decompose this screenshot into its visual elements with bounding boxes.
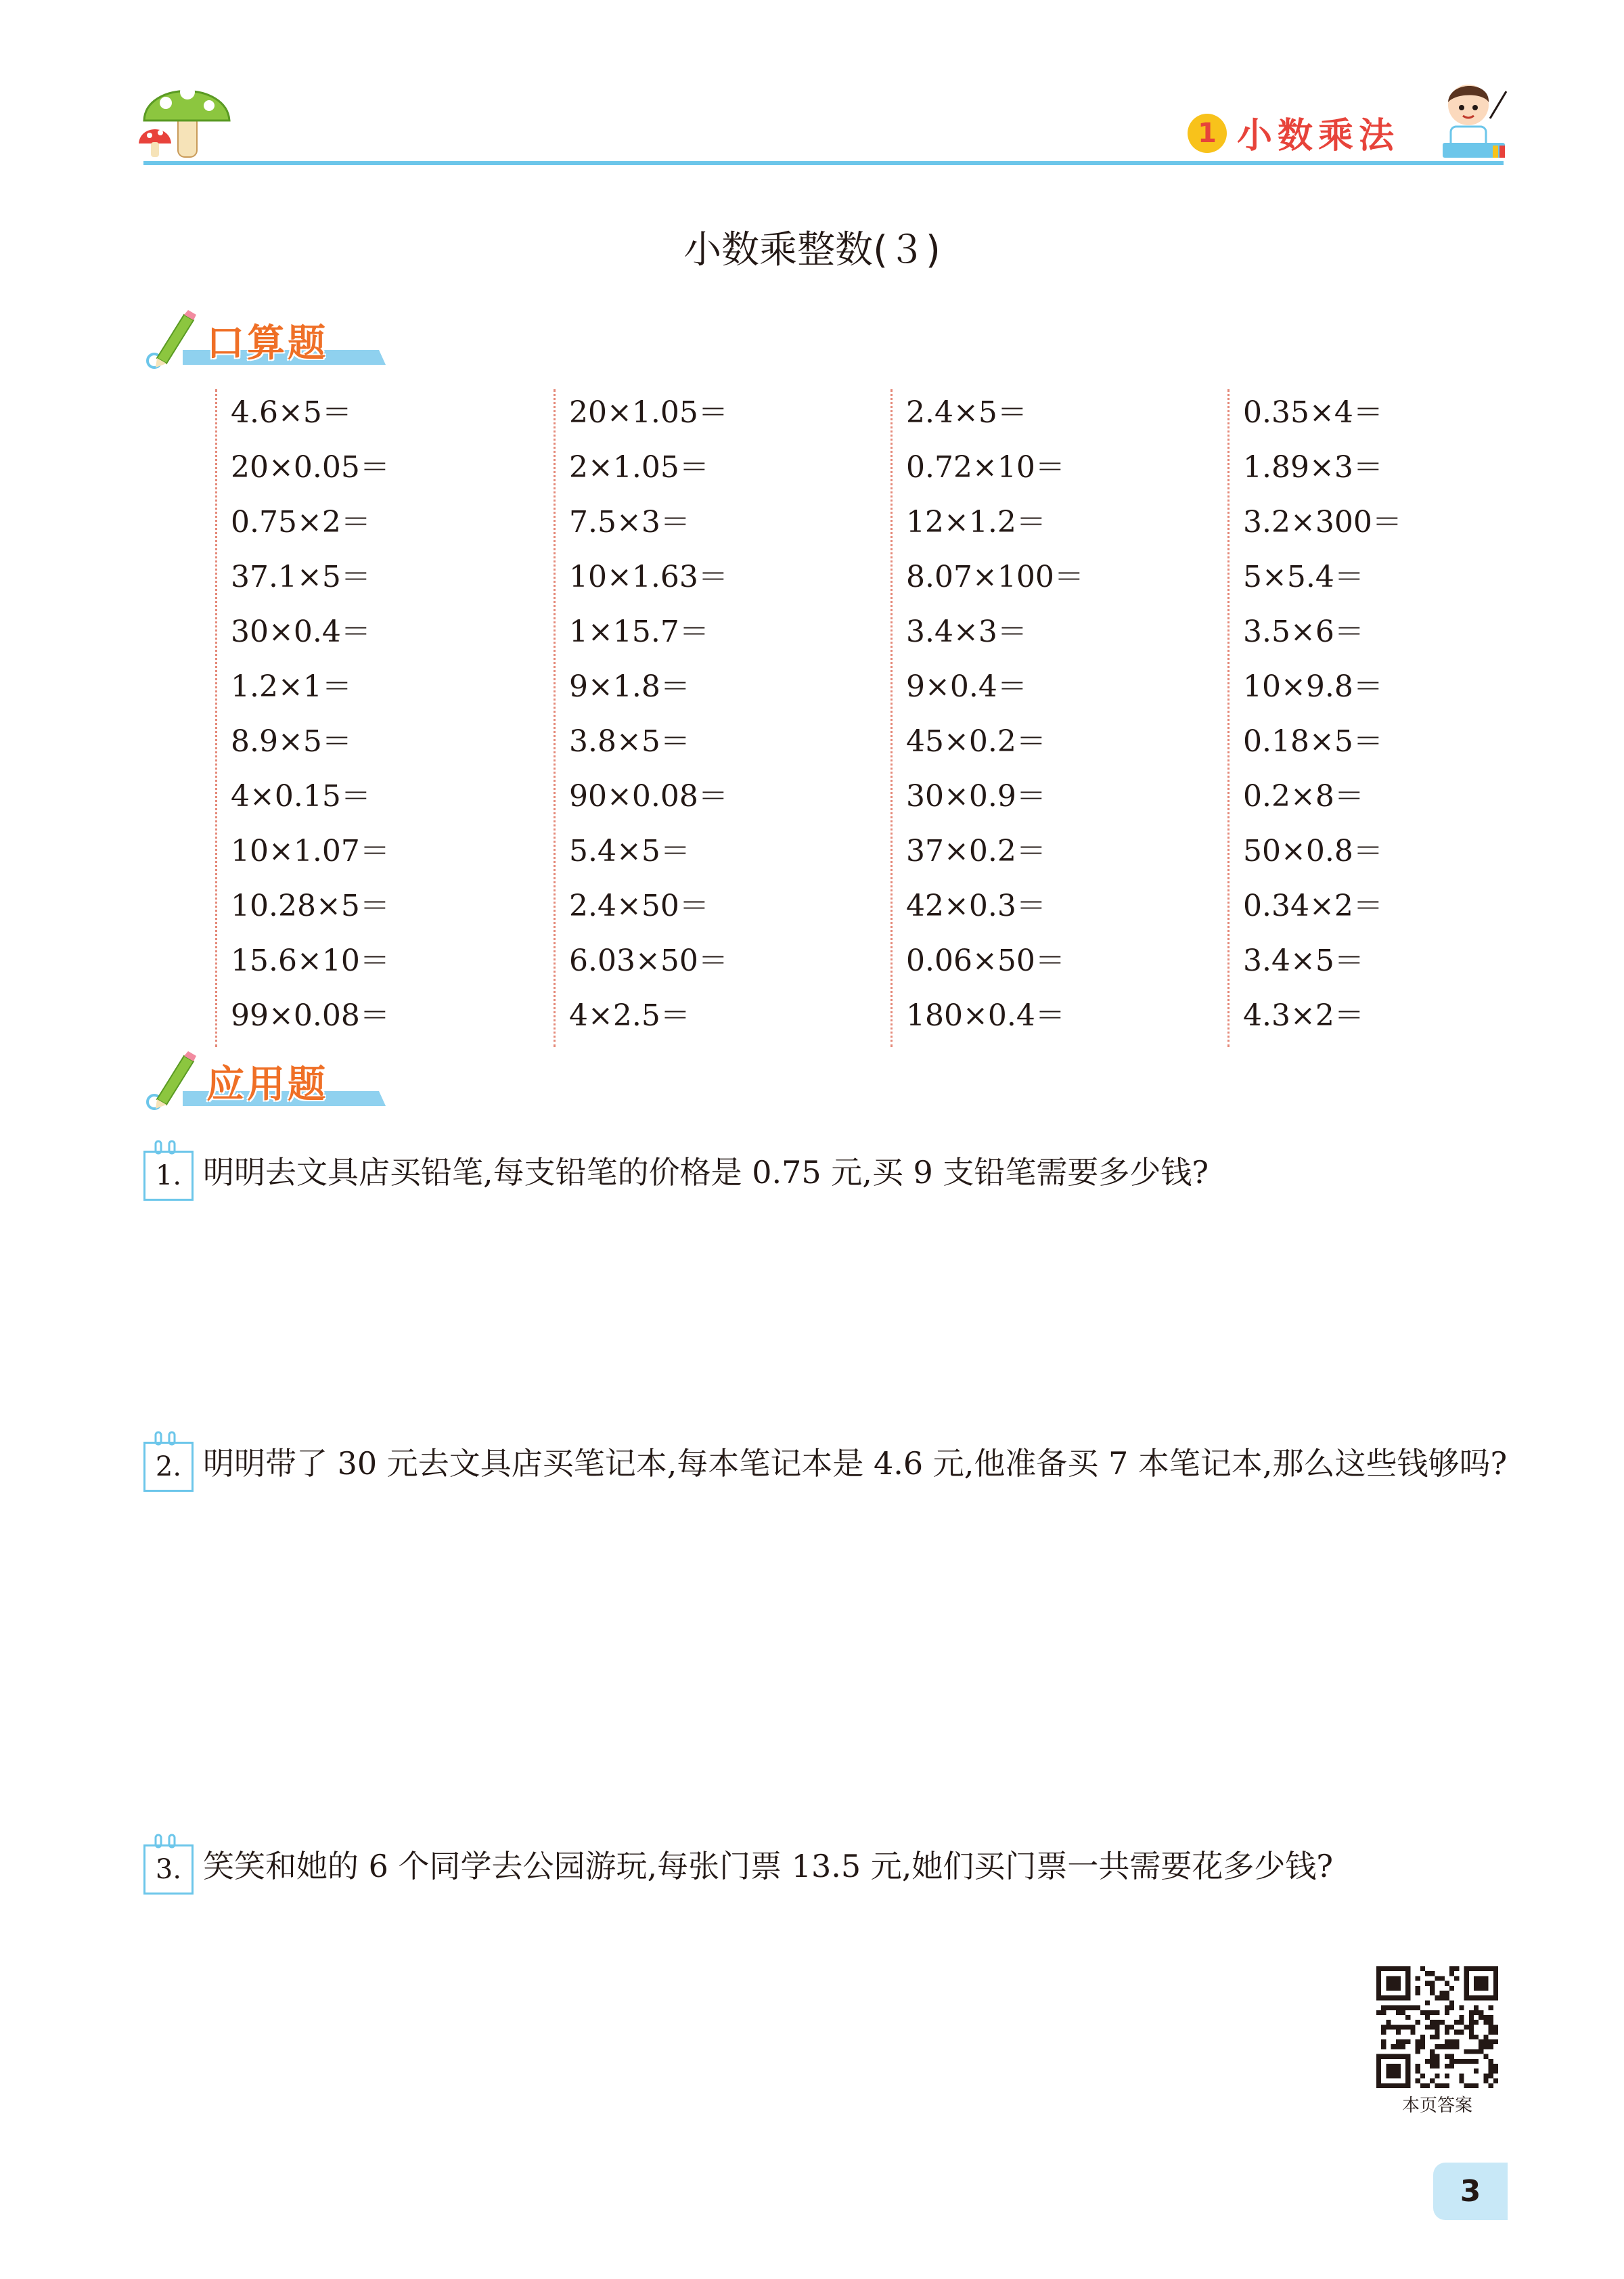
calc-problem: 9×0.4＝ xyxy=(906,669,1027,704)
calc-problem: 0.34×2＝ xyxy=(1243,889,1383,923)
calc-problem: 1.2×1＝ xyxy=(231,669,352,704)
mushroom-icon xyxy=(139,68,233,162)
calc-problem: 3.2×300＝ xyxy=(1243,505,1402,539)
calc-column xyxy=(554,389,887,1047)
binder-rings-icon xyxy=(153,1834,180,1849)
calc-problem: 45×0.2＝ xyxy=(906,724,1046,759)
calc-column xyxy=(215,389,549,1047)
section-banner-mental xyxy=(142,308,386,369)
calc-problem: 0.2×8＝ xyxy=(1243,779,1364,814)
problem-number: 1. xyxy=(143,1151,194,1201)
calc-problem: 5.4×5＝ xyxy=(569,834,690,868)
calc-problem: 1.89×3＝ xyxy=(1243,450,1383,485)
binder-rings-icon xyxy=(153,1431,180,1446)
calc-problem: 37.1×5＝ xyxy=(231,560,371,594)
section-banner-applied xyxy=(142,1049,386,1110)
calc-problem: 0.75×2＝ xyxy=(231,505,371,539)
calc-problem: 37×0.2＝ xyxy=(906,834,1046,868)
calc-problem: 6.03×50＝ xyxy=(569,944,728,978)
calc-problem: 2×1.05＝ xyxy=(569,450,709,485)
calc-problem: 1×15.7＝ xyxy=(569,615,709,649)
calc-problem: 8.07×100＝ xyxy=(906,560,1084,594)
calc-problem: 10×9.8＝ xyxy=(1243,669,1383,704)
calc-problem: 2.4×5＝ xyxy=(906,395,1027,430)
calc-problem: 15.6×10＝ xyxy=(231,944,390,978)
calc-problem: 9×1.8＝ xyxy=(569,669,690,704)
binder-rings-icon xyxy=(153,1140,180,1155)
calc-problem: 0.72×10＝ xyxy=(906,450,1065,485)
problem-text: 明明带了 30 元去文具店买笔记本,每本笔记本是 4.6 元,他准备买 7 本笔记本,那么这些钱够吗? xyxy=(203,1445,1508,1482)
calc-problem: 3.5×6＝ xyxy=(1243,615,1364,649)
calc-problem: 50×0.8＝ xyxy=(1243,834,1383,868)
page-number: 3 xyxy=(1460,2174,1481,2209)
calc-problem: 20×0.05＝ xyxy=(231,450,390,485)
calc-problem: 8.9×5＝ xyxy=(231,724,352,759)
calc-problem: 0.35×4＝ xyxy=(1243,395,1383,430)
qr-code-icon[interactable] xyxy=(1376,1966,1498,2088)
boy-illustration-icon xyxy=(1436,78,1510,162)
calc-problem: 7.5×3＝ xyxy=(569,505,690,539)
calc-problem: 2.4×50＝ xyxy=(569,889,709,923)
calc-problem: 12×1.2＝ xyxy=(906,505,1046,539)
chapter-number-badge: 1 xyxy=(1188,114,1227,153)
problem-number: 3. xyxy=(143,1844,194,1895)
calc-problem: 30×0.4＝ xyxy=(231,615,371,649)
calc-problem: 10×1.07＝ xyxy=(231,834,390,868)
calc-problem: 4.6×5＝ xyxy=(231,395,352,430)
calc-column xyxy=(1227,389,1561,1047)
calc-problem: 4×0.15＝ xyxy=(231,779,371,814)
calc-problem: 3.8×5＝ xyxy=(569,724,690,759)
calc-problem: 180×0.4＝ xyxy=(906,998,1065,1033)
calc-problem: 4×2.5＝ xyxy=(569,998,690,1033)
calc-problem: 90×0.08＝ xyxy=(569,779,728,814)
header-divider xyxy=(143,161,1504,165)
page-title: 小数乘整数(３) xyxy=(683,228,941,272)
calc-problem: 10×1.63＝ xyxy=(569,560,728,594)
problem-number: 2. xyxy=(143,1442,194,1492)
calc-problem: 42×0.3＝ xyxy=(906,889,1046,923)
calc-column xyxy=(890,389,1224,1047)
calc-problem: 99×0.08＝ xyxy=(231,998,390,1033)
problem-text: 笑笑和她的 6 个同学去公园游玩,每张门票 13.5 元,她们买门票一共需要花多少钱? xyxy=(203,1848,1334,1884)
qr-caption: 本页答案 xyxy=(1401,2096,1472,2116)
calc-problem: 3.4×3＝ xyxy=(906,615,1027,649)
calc-problem: 5×5.4＝ xyxy=(1243,560,1364,594)
calc-problem: 0.18×5＝ xyxy=(1243,724,1383,759)
section-title-applied: 应用题 xyxy=(206,1063,328,1107)
problem-text: 明明去文具店买铅笔,每支铅笔的价格是 0.75 元,买 9 支铅笔需要多少钱? xyxy=(203,1154,1209,1191)
calc-problem: 30×0.9＝ xyxy=(906,779,1046,814)
calc-problem: 10.28×5＝ xyxy=(231,889,390,923)
calc-problem: 4.3×2＝ xyxy=(1243,998,1364,1033)
calc-problem: 3.4×5＝ xyxy=(1243,944,1364,978)
calc-problem: 20×1.05＝ xyxy=(569,395,728,430)
chapter-title: 小数乘法 xyxy=(1237,116,1400,156)
section-title-mental: 口算题 xyxy=(206,322,328,366)
calc-problem: 0.06×50＝ xyxy=(906,944,1065,978)
